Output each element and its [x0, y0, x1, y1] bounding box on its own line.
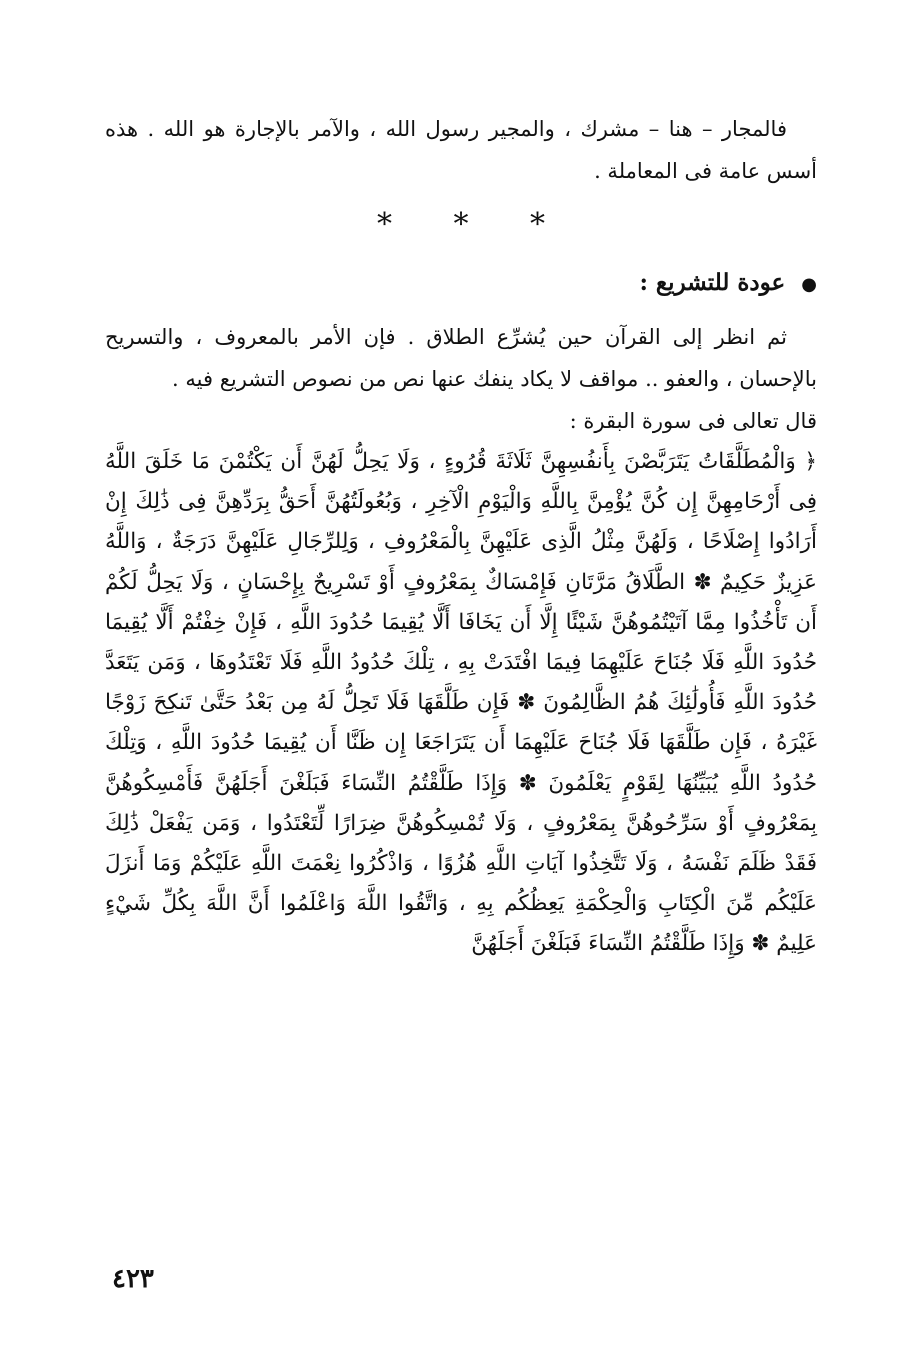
page-content: [105, 108, 817, 965]
quran-quote: ﴿ وَالْمُطَلَّقَاتُ يَتَرَبَّصْنَ بِأَنفُسِهِنَّ ثَلَاثَةَ قُرُوءٍ ، وَلَا يَحِلُّ لَهُنَّ أَن يَكْتُمْنَ مَا خَلَقَ اللَّهُ فِى أَرْحَامِهِنَّ إِن كُنَّ يُؤْمِنَّ بِاللَّهِ وَالْيَوْمِ الْآخِرِ ، وَبُعُولَتُهُنَّ أَحَقُّ بِرَدِّهِنَّ فِى ذَٰلِكَ إِنْ أَرَادُوا إِصْلَاحًا ، وَلَهُنَّ مِثْلُ الَّذِى عَلَيْهِنَّ بِالْمَعْرُوفِ ، وَلِلرِّجَالِ عَلَيْهِنَّ دَرَجَةٌ ، وَاللَّهُ عَزِيزٌ حَكِيمٌ ✽ الطَّلَاقُ مَرَّتَانِ فَإِمْسَاكٌ بِمَعْرُوفٍ أَوْ تَسْرِيحٌ بِإِحْسَانٍ ، وَلَا يَحِلُّ لَكُمْ أَن تَأْخُذُوا مِمَّا آتَيْتُمُوهُنَّ شَيْئًا إِلَّا أَن يَخَافَا أَلَّا يُقِيمَا حُدُودَ اللَّهِ ، فَإِنْ خِفْتُمْ أَلَّا يُقِيمَا حُدُودَ اللَّهِ فَلَا جُنَاحَ عَلَيْهِمَا فِيمَا افْتَدَتْ بِهِ ، تِلْكَ حُدُودُ اللَّهِ فَلَا تَعْتَدُوهَا ، وَمَن يَتَعَدَّ حُدُودَ اللَّهِ فَأُولَٰئِكَ هُمُ الظَّالِمُونَ ✽ فَإِن طَلَّقَهَا فَلَا تَحِلُّ لَهُ مِن بَعْدُ حَتَّىٰ تَنكِحَ زَوْجًا غَيْرَهُ ، فَإِن طَلَّقَهَا فَلَا جُنَاحَ عَلَيْهِمَا أَن يَتَرَاجَعَا إِن ظَنَّا أَن يُقِيمَا حُدُودَ اللَّهِ ، وَتِلْكَ حُدُودُ اللَّهِ يُبَيِّنُهَا لِقَوْمٍ يَعْلَمُونَ ✽ وَإِذَا طَلَّقْتُمُ النِّسَاءَ فَبَلَغْنَ أَجَلَهُنَّ فَأَمْسِكُوهُنَّ بِمَعْرُوفٍ أَوْ سَرِّحُوهُنَّ بِمَعْرُوفٍ ، وَلَا تُمْسِكُوهُنَّ ضِرَارًا لِّتَعْتَدُوا ، وَمَن يَفْعَلْ ذَٰلِكَ فَقَدْ ظَلَمَ نَفْسَهُ ، وَلَا تَتَّخِذُوا آيَاتِ اللَّهِ هُزُوًا ، وَاذْكُرُوا نِعْمَتَ اللَّهِ عَلَيْكُمْ وَمَا أَنزَلَ عَلَيْكُم مِّنَ الْكِتَابِ وَالْحِكْمَةِ يَعِظُكُم بِهِ ، وَاتَّقُوا اللَّهَ وَاعْلَمُوا أَنَّ اللَّهَ بِكُلِّ شَيْءٍ عَلِيمٌ ✽ وَإِذَا طَلَّقْتُمُ النِّسَاءَ فَبَلَغْنَ أَجَلَهُنَّ: [105, 449, 817, 957]
section-heading: [105, 262, 817, 306]
separator-star: *: [376, 207, 392, 242]
section-title: عودة للتشريع :: [639, 269, 786, 296]
body-paragraph: ثم انظر إلى القرآن حين يُشرِّع الطلاق . فإن الأمر بالمعروف ، والتسريح بالإحسان ، والعفو .. مواقف لا يكاد ينفك عنها نص من نصوص التشريع فيه .: [105, 325, 817, 391]
page-number: ٤٢٣: [112, 1264, 154, 1294]
separator-star: *: [453, 207, 469, 242]
intro-paragraph: فالمجار – هنا – مشرك ، والمجير رسول الله ، والآمر بالإجارة هو الله . هذه أسس عامة فى المعاملة .: [105, 117, 817, 183]
quote-intro: قال تعالى فى سورة البقرة :: [569, 409, 817, 433]
separator-star: *: [530, 207, 546, 242]
bullet-icon: ●: [801, 274, 817, 295]
section-separator: [105, 207, 817, 242]
